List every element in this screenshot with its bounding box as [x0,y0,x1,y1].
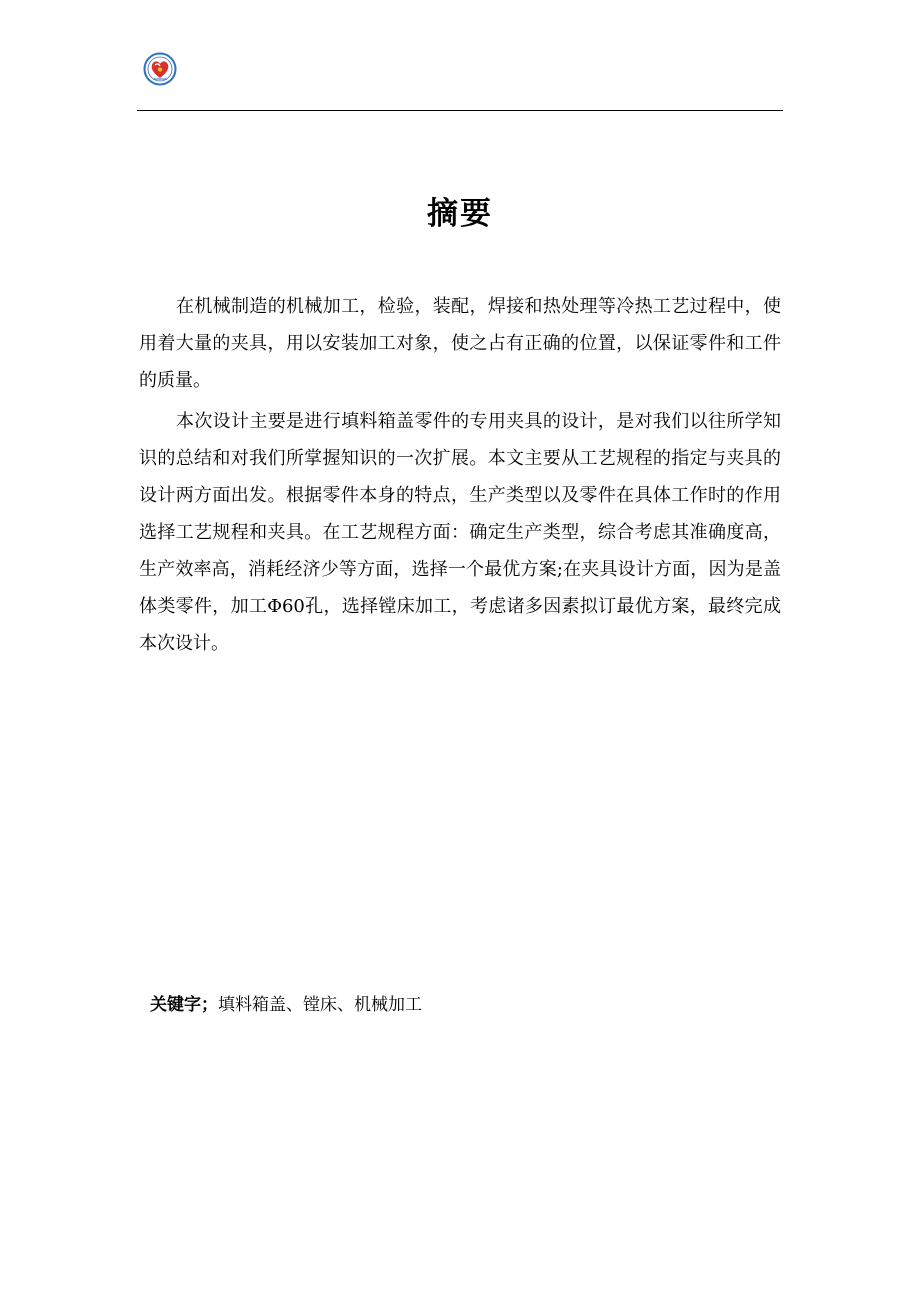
keywords-line [150,992,422,1018]
abstract-paragraph: 在机械制造的机械加工，检验，装配，焊接和热处理等冷热工艺过程中，使用着大量的夹具，用以安装加工对象，使之占有正确的位置，以保证零件和工件的质量。 [139,296,781,391]
abstract-paragraph: 本次设计主要是进行填料箱盖零件的专用夹具的设计，是对我们以往所学知识的总结和对我们所掌握知识的一次扩展。本文主要从工艺规程的指定与夹具的设计两方面出发。根据零件本身的特点，生产类型以及零件在具体工作时的作用选择工艺规程和夹具。在工艺规程方面：确定生产类型，综合考虑其准确度高，生产效率高，消耗经济少等方面，选择一个最优方案;在夹具设计方面，因为是盖体类零件，加工Φ60孔，选择镗床加工，考虑诸多因素拟订最优方案，最终完成本次设计。 [139,411,781,654]
school-emblem-icon [143,52,177,86]
keywords-label: 关键字； [150,995,218,1015]
abstract-body [139,288,781,666]
page-title: 摘要 [427,196,493,232]
keywords-value: 填料箱盖、镗床、机械加工 [218,995,422,1015]
header-divider [137,110,783,111]
